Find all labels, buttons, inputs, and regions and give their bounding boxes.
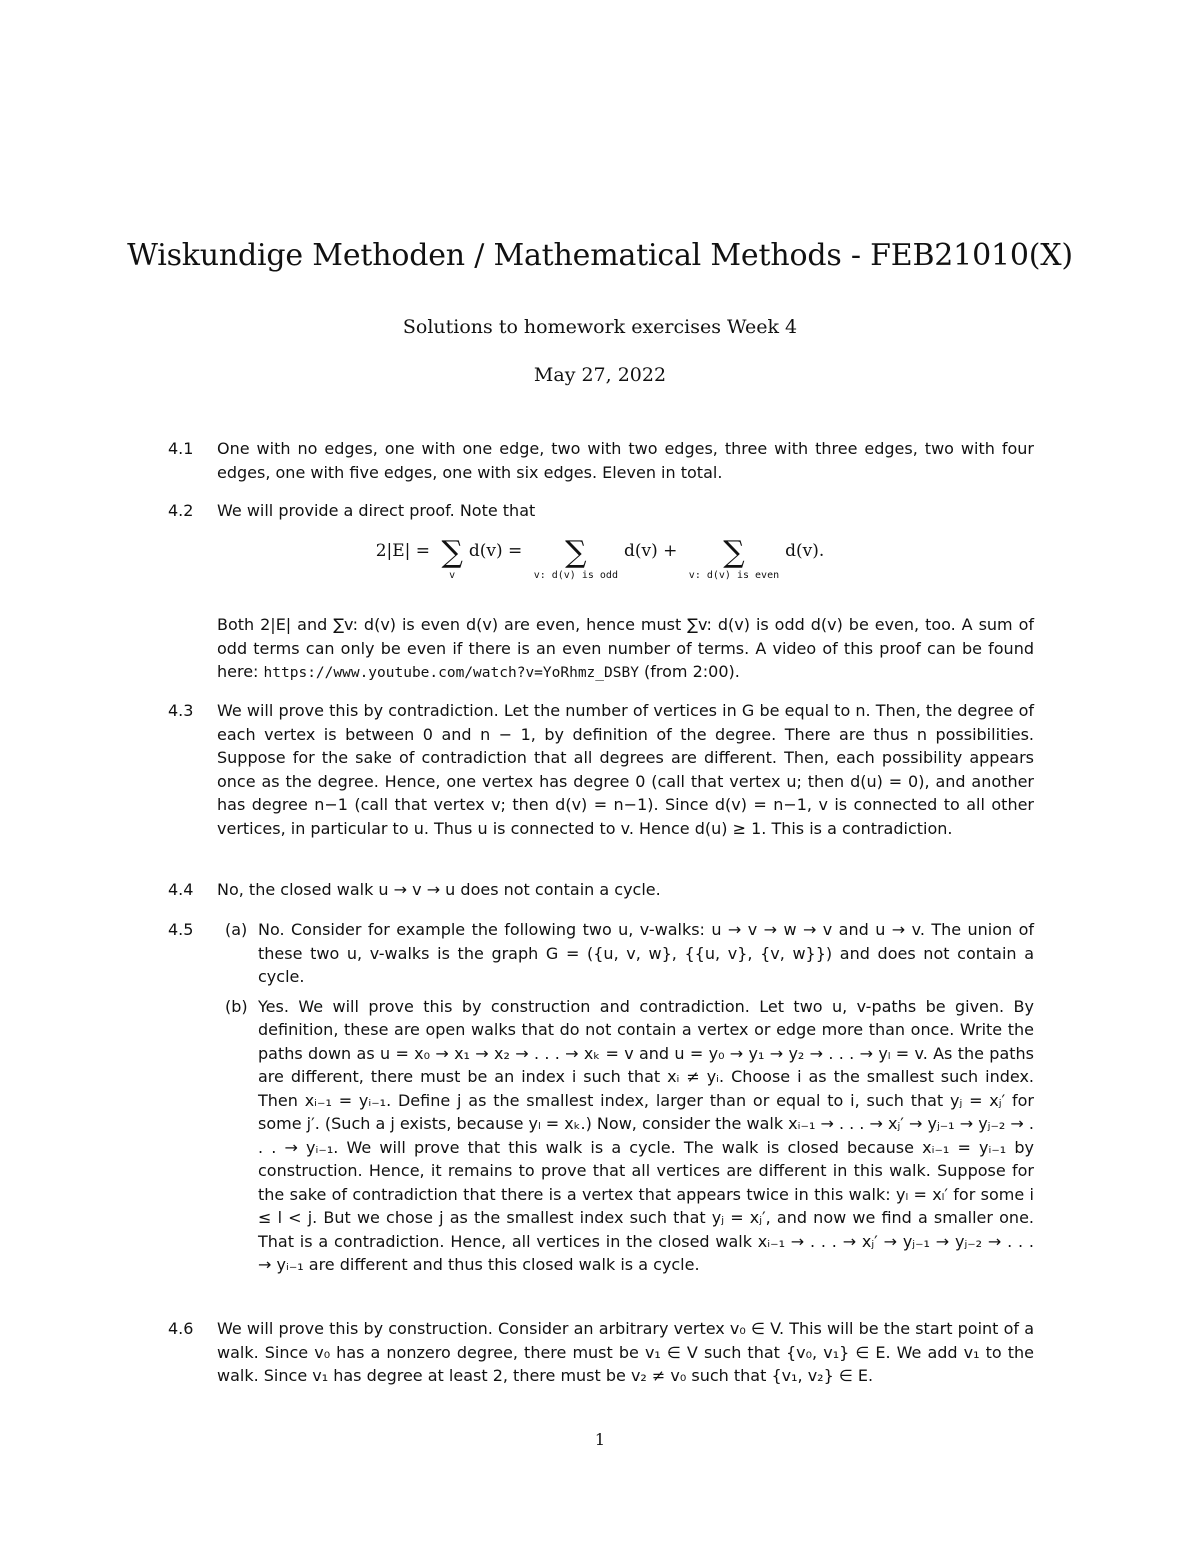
proof-text: Both 2|E| and ∑v: d(v) is even d(v) are even, hence must ∑v: d(v) is odd d(v) be even, too. A sum of odd terms can only be even if there is an even number of terms. A video of this proof can be found here: bbox=[217, 615, 1034, 681]
sum-all-vertices: ∑ v bbox=[441, 535, 463, 581]
exercise-intro: We will provide a direct proof. Note that bbox=[217, 501, 536, 520]
part-text: No. Consider for example the following two u, v-walks: u → v → w → v and u → v. The union of these two u, v-walks is the graph G = ({u, v, w}, {{u, v}, {v, w}}) and does not contain a cycle. bbox=[258, 920, 1034, 986]
exercise-4-2-continued bbox=[168, 613, 1034, 686]
document-date: May 27, 2022 bbox=[533, 364, 667, 386]
equation-term: d(v) = bbox=[468, 541, 528, 561]
exercise-4-1 bbox=[168, 437, 1034, 484]
exercise-text: We will prove this by contradiction. Let the number of vertices in G be equal to n. Then, the degree of each vertex is between 0 and n − 1, by definition of the degree. There are thus n possibilities. Suppose for the sake of contradiction that all degrees are different. Then, each possibility appears once as the degree. Hence, one vertex has degree 0 (call that vertex u; then d(u) = 0), and another has degree n−1 (call that vertex v; then d(v) = n−1). Since d(v) = n−1, v is connected to all other vertices, in particular to u. Thus u is connected to v. Hence d(u) ≥ 1. This is a contradiction. bbox=[217, 701, 1034, 838]
equation-left: 2|E| = bbox=[375, 541, 436, 561]
sum-subscript: v: d(v) is even bbox=[688, 570, 780, 581]
exercise-number: 4.5 bbox=[168, 920, 194, 939]
document-title: Wiskundige Methoden / Mathematical Methods - FEB21010(X) bbox=[127, 238, 1073, 273]
sum-subscript: v bbox=[449, 570, 456, 581]
part-label: (b) bbox=[225, 996, 248, 1016]
exercise-4-4 bbox=[168, 878, 1034, 902]
exercise-4-3 bbox=[168, 699, 1034, 840]
part-text: Yes. We will prove this by construction and contradiction. Let two u, v-paths be given. By definition, these are open walks that do not contain a vertex or edge more than once. Write the paths down as u = x₀ → x₁ → x₂ → . . . → xₖ = v and u = y₀ → y₁ → y₂ → . . . → yₗ = v. As the paths are different, there must be an index i such that xᵢ ≠ yᵢ. Choose i as the smallest such index. Then xᵢ₋₁ = yᵢ₋₁. Define j as the smallest index, larger than or equal to i, such that yⱼ = xⱼ′ for some j′. (Such a j exists, because yₗ = xₖ.) Now, consider the walk xᵢ₋₁ → . . . → xⱼ′ → yⱼ₋₁ → yⱼ₋₂ → . . . → yᵢ₋₁. We will prove that this walk is a cycle. The walk is closed because xᵢ₋₁ = yᵢ₋₁ by construction. Hence, it remains to prove that all vertices are different in this walk. Suppose for the sake of contradiction that there is a vertex that appears twice in this walk: yₗ = xₗ′ for some i ≤ l < j. But we chose j as the smallest index such that yⱼ = xⱼ′, and now we find a smaller one. That is a contradiction. Hence, all vertices in the closed walk xᵢ₋₁ → . . . → xⱼ′ → yⱼ₋₁ → yⱼ₋₂ → . . . → yᵢ₋₁ are different and thus this closed walk is a cycle. bbox=[258, 996, 1034, 1274]
exercise-4-2 bbox=[168, 499, 1034, 523]
video-link[interactable]: https://www.youtube.com/watch?v=YoRhmz_DSBY bbox=[263, 665, 639, 681]
exercise-number: 4.2 bbox=[168, 501, 194, 520]
exercise-text: One with no edges, one with one edge, two with two edges, three with three edges, two with four edges, one with five edges, one with six edges. Eleven in total. bbox=[217, 439, 1034, 482]
sum-subscript: v: d(v) is odd bbox=[533, 570, 618, 581]
exercise-4-6 bbox=[168, 1317, 1034, 1388]
page-number: 1 bbox=[594, 1430, 606, 1449]
sum-odd-vertices: ∑ v: d(v) is odd bbox=[533, 535, 618, 581]
part-b bbox=[217, 995, 1034, 1277]
equation-term: d(v). bbox=[785, 541, 825, 561]
exercise-text bbox=[217, 613, 1034, 686]
exercise-text: We will prove this by construction. Consider an arbitrary vertex v₀ ∈ V. This will be the start point of a walk. Since v₀ has a nonzero degree, there must be v₁ ∈ V such that {v₀, v₁} ∈ E. We add v₁ to the walk. Since v₁ has degree at least 2, there must be v₂ ≠ v₀ such that {v₁, v₂} ∈ E. bbox=[217, 1319, 1034, 1385]
exercise-number: 4.4 bbox=[168, 880, 194, 899]
exercise-number: 4.6 bbox=[168, 1319, 194, 1338]
sum-even-vertices: ∑ v: d(v) is even bbox=[688, 535, 780, 581]
exercise-number: 4.3 bbox=[168, 701, 194, 720]
part-label: (a) bbox=[225, 920, 248, 939]
document-subtitle: Solutions to homework exercises Week 4 bbox=[402, 316, 798, 338]
exercise-text: No, the closed walk u → v → u does not contain a cycle. bbox=[217, 880, 661, 899]
part-a bbox=[217, 918, 1034, 989]
exercise-number: 4.1 bbox=[168, 439, 194, 458]
video-timestamp: (from 2:00). bbox=[644, 662, 740, 681]
degree-sum-equation bbox=[0, 530, 1200, 581]
exercise-4-5 bbox=[168, 918, 1034, 1277]
equation-term: d(v) + bbox=[623, 541, 683, 561]
